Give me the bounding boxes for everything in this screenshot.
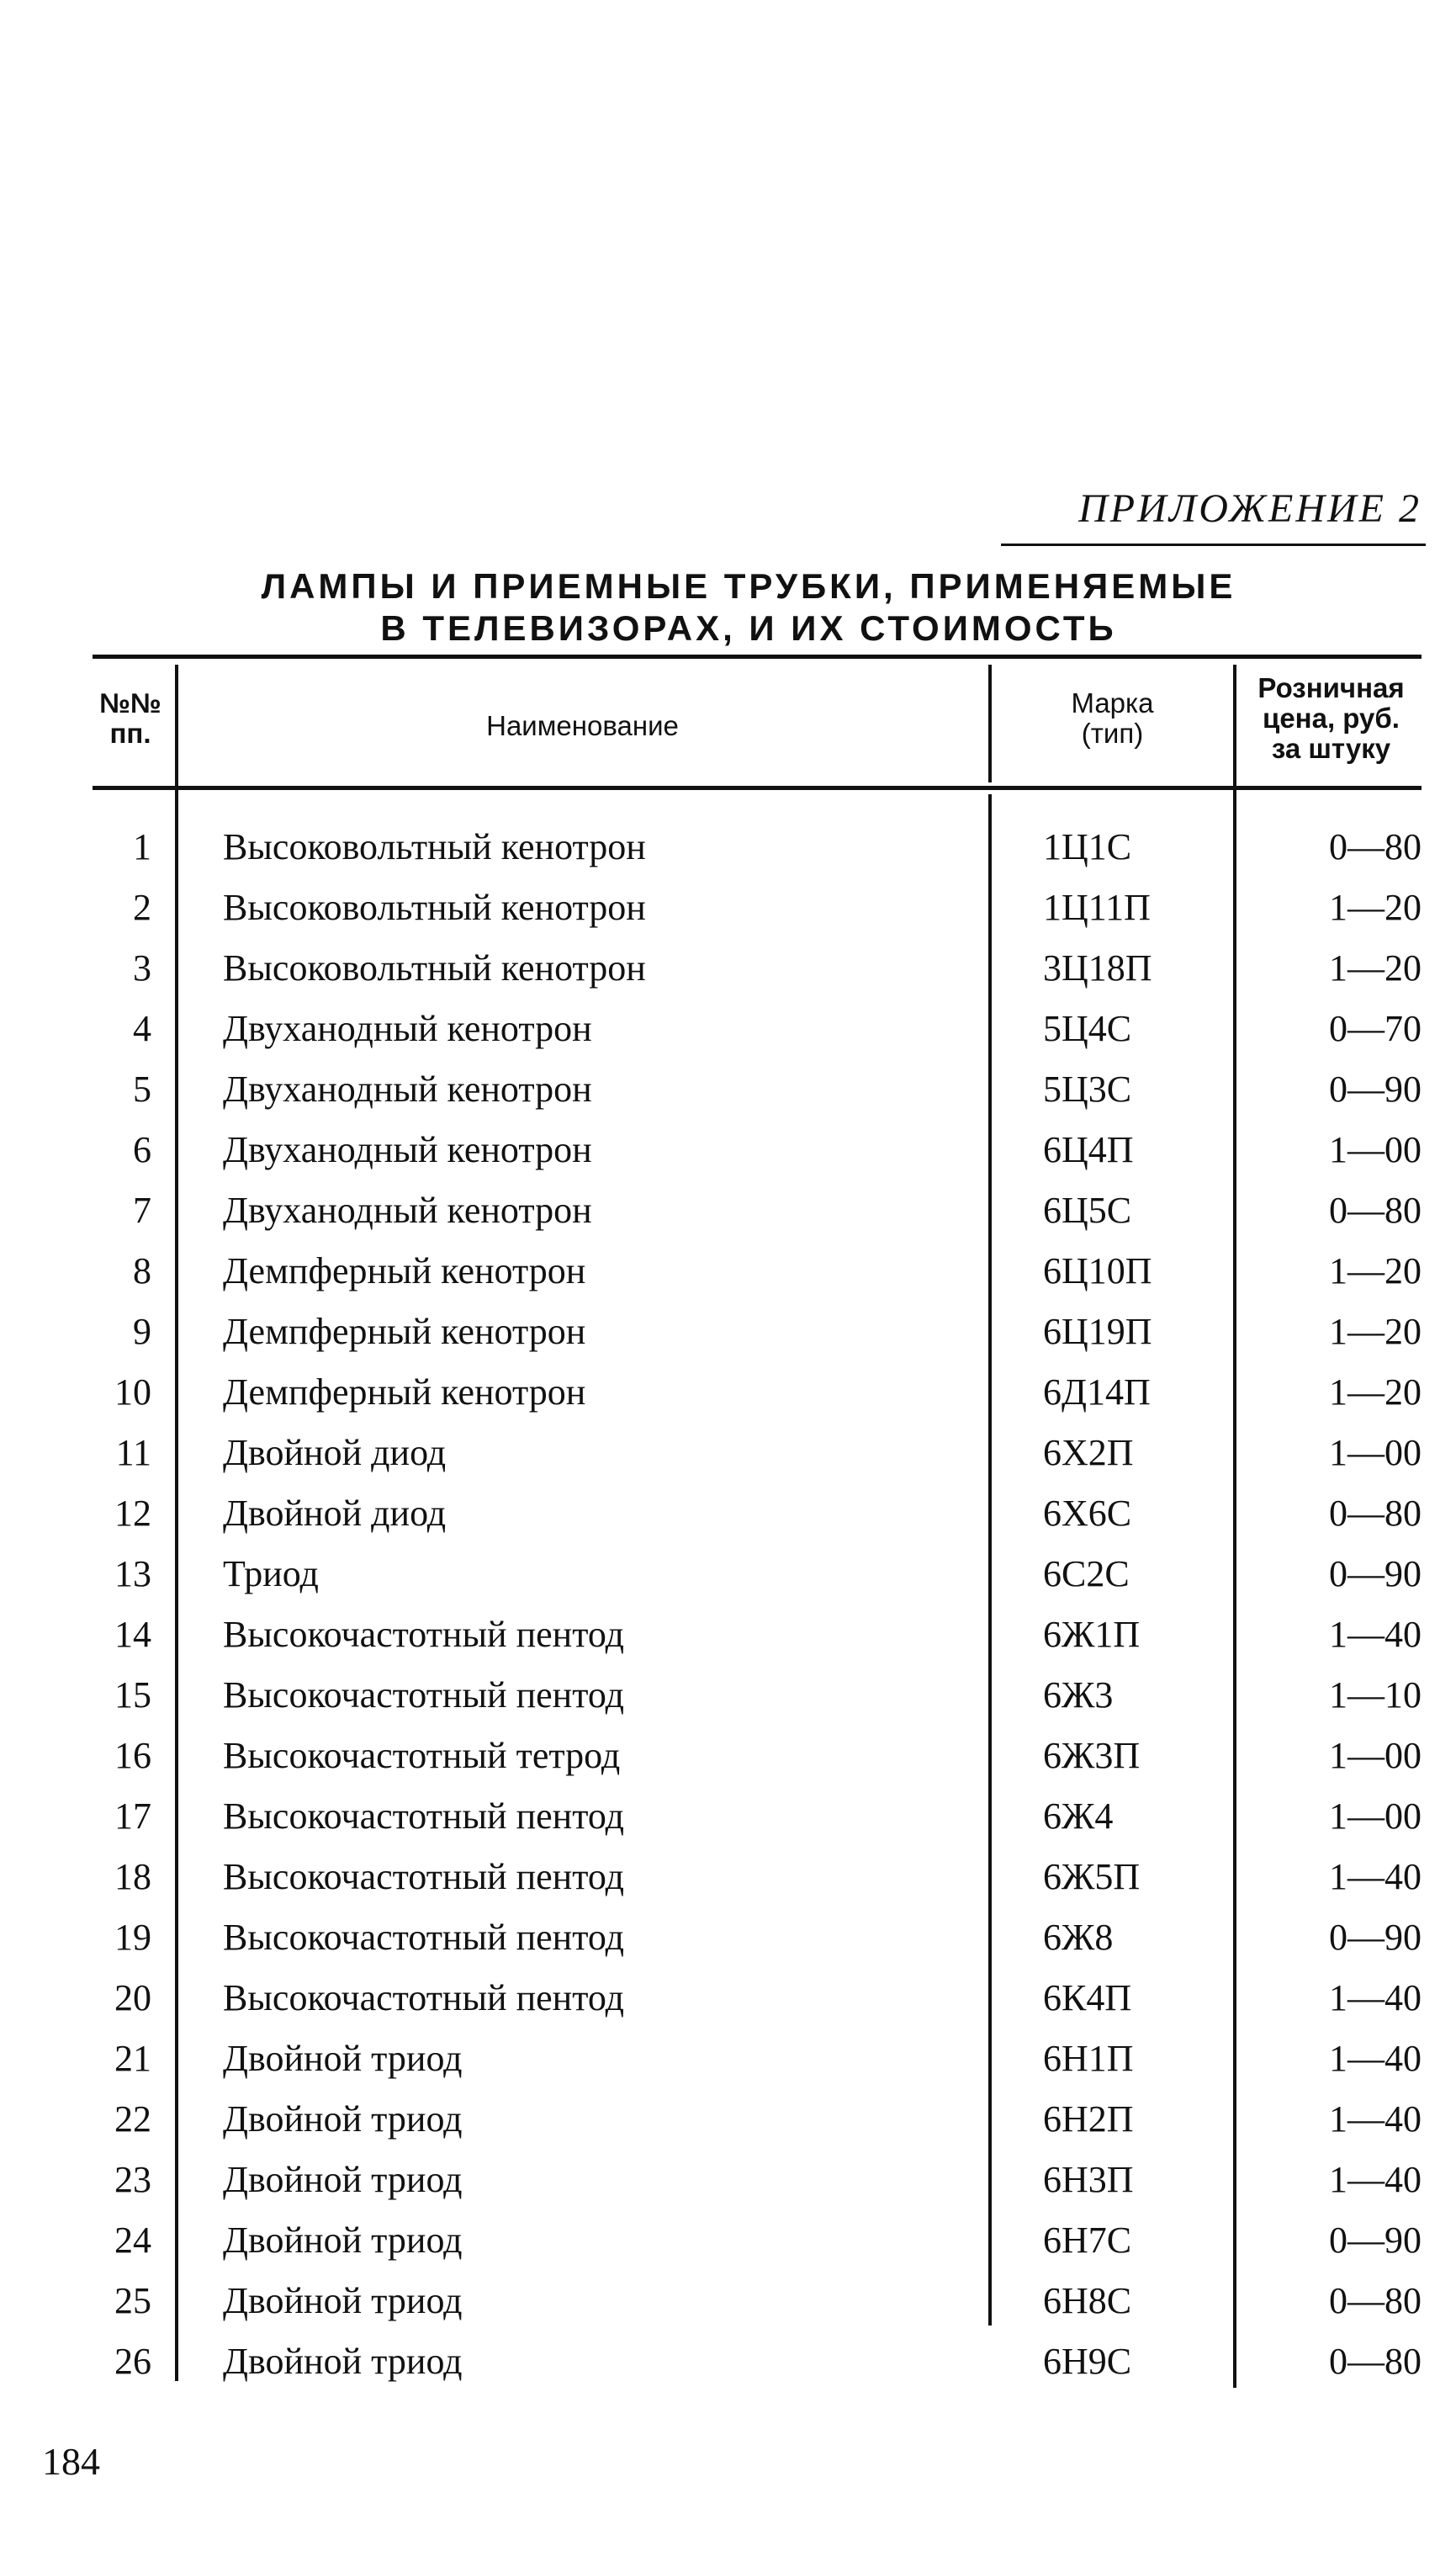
page-number: 184 xyxy=(42,2440,100,2483)
row-number: 21 xyxy=(114,2038,151,2079)
table-row xyxy=(50,1362,1447,1423)
table-row xyxy=(50,1423,1447,1483)
table-row xyxy=(50,938,1447,999)
row-type: 6Н7С xyxy=(1043,2220,1132,2261)
table-row xyxy=(50,1665,1447,1726)
row-name: Демпферный кенотрон xyxy=(223,1371,586,1413)
row-name: Высокочастотный пентод xyxy=(223,1614,624,1655)
page-title xyxy=(168,565,1329,650)
header-price-line1: Розничная xyxy=(1257,672,1405,703)
divider-name-type xyxy=(988,665,992,782)
row-name: Двойной триод xyxy=(223,2159,463,2200)
row-price: 0—70 xyxy=(1329,1008,1422,1049)
row-type: 6С2С xyxy=(1043,1553,1130,1594)
row-number: 11 xyxy=(115,1432,151,1473)
row-name: Высокочастотный пентод xyxy=(223,1674,624,1716)
row-type: 6Х6С xyxy=(1043,1493,1132,1534)
row-name: Высокочастотный пентод xyxy=(223,1977,624,2018)
row-type: 6Ц10П xyxy=(1043,1250,1152,1291)
row-price: 1—00 xyxy=(1329,1432,1422,1473)
row-price: 0—80 xyxy=(1329,2341,1422,2382)
row-type: 6Н8С xyxy=(1043,2280,1132,2321)
row-name: Высокочастотный пентод xyxy=(223,1856,624,1897)
row-number: 7 xyxy=(133,1190,151,1231)
row-type: 6Ж3 xyxy=(1043,1674,1114,1716)
row-number: 1 xyxy=(133,826,151,867)
row-name: Высокочастотный тетрод xyxy=(223,1735,621,1776)
row-number: 4 xyxy=(133,1008,151,1049)
row-name: Двуханодный кенотрон xyxy=(223,1129,592,1170)
row-name: Двойной триод xyxy=(223,2038,463,2079)
row-type: 6Ж3П xyxy=(1043,1735,1141,1776)
row-name: Триод xyxy=(223,1553,319,1594)
row-number: 18 xyxy=(114,1856,151,1897)
row-type: 6Ж4 xyxy=(1043,1795,1114,1837)
row-name: Двойной диод xyxy=(223,1493,447,1534)
row-name: Двуханодный кенотрон xyxy=(223,1069,592,1110)
row-type: 6Ж8 xyxy=(1043,1917,1114,1958)
row-type: 5Ц3С xyxy=(1043,1069,1132,1110)
table-row xyxy=(50,878,1447,938)
header-type-line1: Марка xyxy=(1071,687,1154,719)
header-bottom-rule xyxy=(93,786,1422,790)
table-row xyxy=(50,2210,1447,2271)
row-price: 1—20 xyxy=(1329,887,1422,928)
table-row xyxy=(50,2271,1447,2331)
row-name: Высокочастотный пентод xyxy=(223,1795,624,1837)
table-row xyxy=(50,1483,1447,1544)
row-number: 13 xyxy=(114,1553,151,1594)
row-type: 5Ц4С xyxy=(1043,1008,1132,1049)
table-row xyxy=(50,1544,1447,1604)
table-row xyxy=(50,1180,1447,1241)
row-name: Высокочастотный пентод xyxy=(223,1917,624,1958)
row-price: 1—20 xyxy=(1329,947,1422,989)
header-num-line1: №№ xyxy=(99,687,161,719)
row-number: 9 xyxy=(133,1311,151,1352)
row-price: 1—40 xyxy=(1329,1977,1422,2018)
table-top-rule xyxy=(93,655,1422,659)
row-number: 3 xyxy=(133,947,151,989)
row-name: Двуханодный кенотрон xyxy=(223,1190,592,1231)
row-price: 1—20 xyxy=(1329,1371,1422,1413)
row-number: 17 xyxy=(114,1795,151,1837)
row-price: 1—20 xyxy=(1329,1250,1422,1291)
row-type: 6Д14П xyxy=(1043,1371,1151,1413)
table-row xyxy=(50,2331,1447,2392)
row-number: 14 xyxy=(114,1614,151,1655)
row-number: 12 xyxy=(114,1493,151,1534)
row-name: Двойной триод xyxy=(223,2341,463,2382)
row-type: 1Ц1С xyxy=(1043,826,1132,867)
header-price-line2: цена, руб. xyxy=(1263,703,1400,734)
row-number: 20 xyxy=(114,1977,151,2018)
row-type: 3Ц18П xyxy=(1043,947,1152,989)
row-price: 1—10 xyxy=(1329,1674,1422,1716)
row-price: 1—40 xyxy=(1329,2098,1422,2140)
row-name: Двойной триод xyxy=(223,2280,463,2321)
row-number: 2 xyxy=(133,887,151,928)
row-type: 6Ж5П xyxy=(1043,1856,1141,1897)
table-row xyxy=(50,1726,1447,1786)
row-name: Двойной диод xyxy=(223,1432,447,1473)
row-price: 1—20 xyxy=(1329,1311,1422,1352)
row-type: 6Ц19П xyxy=(1043,1311,1152,1352)
row-number: 6 xyxy=(133,1129,151,1170)
row-type: 6Ц4П xyxy=(1043,1129,1134,1170)
row-price: 1—40 xyxy=(1329,1614,1422,1655)
header-type xyxy=(993,688,1232,749)
row-number: 23 xyxy=(114,2159,151,2200)
row-type: 6Н9С xyxy=(1043,2341,1132,2382)
row-name: Двуханодный кенотрон xyxy=(223,1008,592,1049)
table-row xyxy=(50,2150,1447,2210)
row-price: 0—80 xyxy=(1329,1190,1422,1231)
row-price: 1—00 xyxy=(1329,1735,1422,1776)
table-row xyxy=(50,1302,1447,1362)
header-name: Наименование xyxy=(486,710,679,741)
row-price: 0—80 xyxy=(1329,826,1422,867)
row-number: 16 xyxy=(114,1735,151,1776)
row-price: 1—40 xyxy=(1329,2038,1422,2079)
row-price: 0—80 xyxy=(1329,1493,1422,1534)
row-type: 6Ц5С xyxy=(1043,1190,1132,1231)
table-row xyxy=(50,1907,1447,1968)
row-price: 1—00 xyxy=(1329,1129,1422,1170)
table-row xyxy=(50,2029,1447,2089)
row-price: 0—80 xyxy=(1329,2280,1422,2321)
row-number: 25 xyxy=(114,2280,151,2321)
appendix-label: ПРИЛОЖЕНИЕ 2 xyxy=(1078,486,1422,531)
title-line-1: ЛАМПЫ И ПРИЕМНЫЕ ТРУБКИ, ПРИМЕНЯЕМЫЕ xyxy=(261,566,1236,606)
table-row xyxy=(50,999,1447,1059)
row-number: 22 xyxy=(114,2098,151,2140)
header-num-line2: пп. xyxy=(109,718,151,749)
row-number: 26 xyxy=(114,2341,151,2382)
row-price: 1—40 xyxy=(1329,2159,1422,2200)
header-price-line3: за штуку xyxy=(1271,733,1391,764)
row-type: 6Х2П xyxy=(1043,1432,1134,1473)
row-name: Демпферный кенотрон xyxy=(223,1311,586,1352)
header-price xyxy=(1236,673,1426,764)
row-price: 1—00 xyxy=(1329,1795,1422,1837)
row-price: 0—90 xyxy=(1329,1069,1422,1110)
row-number: 24 xyxy=(114,2220,151,2261)
row-name: Высоковольтный кенотрон xyxy=(223,947,646,989)
row-type: 6Н1П xyxy=(1043,2038,1134,2079)
row-type: 6К4П xyxy=(1043,1977,1132,2018)
row-number: 10 xyxy=(114,1371,151,1413)
appendix-underline xyxy=(1001,544,1426,546)
row-name: Высоковольтный кенотрон xyxy=(223,826,646,867)
row-name: Высоковольтный кенотрон xyxy=(223,887,646,928)
row-number: 15 xyxy=(114,1674,151,1716)
table-row xyxy=(50,2089,1447,2150)
row-name: Двойной триод xyxy=(223,2098,463,2140)
header-num xyxy=(84,688,177,749)
row-name: Двойной триод xyxy=(223,2220,463,2261)
table-row xyxy=(50,817,1447,878)
row-name: Демпферный кенотрон xyxy=(223,1250,586,1291)
row-number: 5 xyxy=(133,1069,151,1110)
table-row xyxy=(50,1786,1447,1847)
table-row xyxy=(50,1604,1447,1665)
table-row xyxy=(50,1847,1447,1907)
row-number: 8 xyxy=(133,1250,151,1291)
row-number: 19 xyxy=(114,1917,151,1958)
row-type: 6Н2П xyxy=(1043,2098,1134,2140)
row-type: 1Ц11П xyxy=(1043,887,1151,928)
header-type-line2: (тип) xyxy=(1081,718,1144,749)
row-type: 6Н3П xyxy=(1043,2159,1134,2200)
row-price: 0—90 xyxy=(1329,1917,1422,1958)
row-price: 0—90 xyxy=(1329,2220,1422,2261)
title-line-2: В ТЕЛЕВИЗОРАХ, И ИХ СТОИМОСТЬ xyxy=(380,608,1117,648)
table-row xyxy=(50,1059,1447,1120)
row-type: 6Ж1П xyxy=(1043,1614,1141,1655)
table-row xyxy=(50,1968,1447,2029)
table-row xyxy=(50,1120,1447,1180)
row-price: 1—40 xyxy=(1329,1856,1422,1897)
row-price: 0—90 xyxy=(1329,1553,1422,1594)
table-row xyxy=(50,1241,1447,1302)
